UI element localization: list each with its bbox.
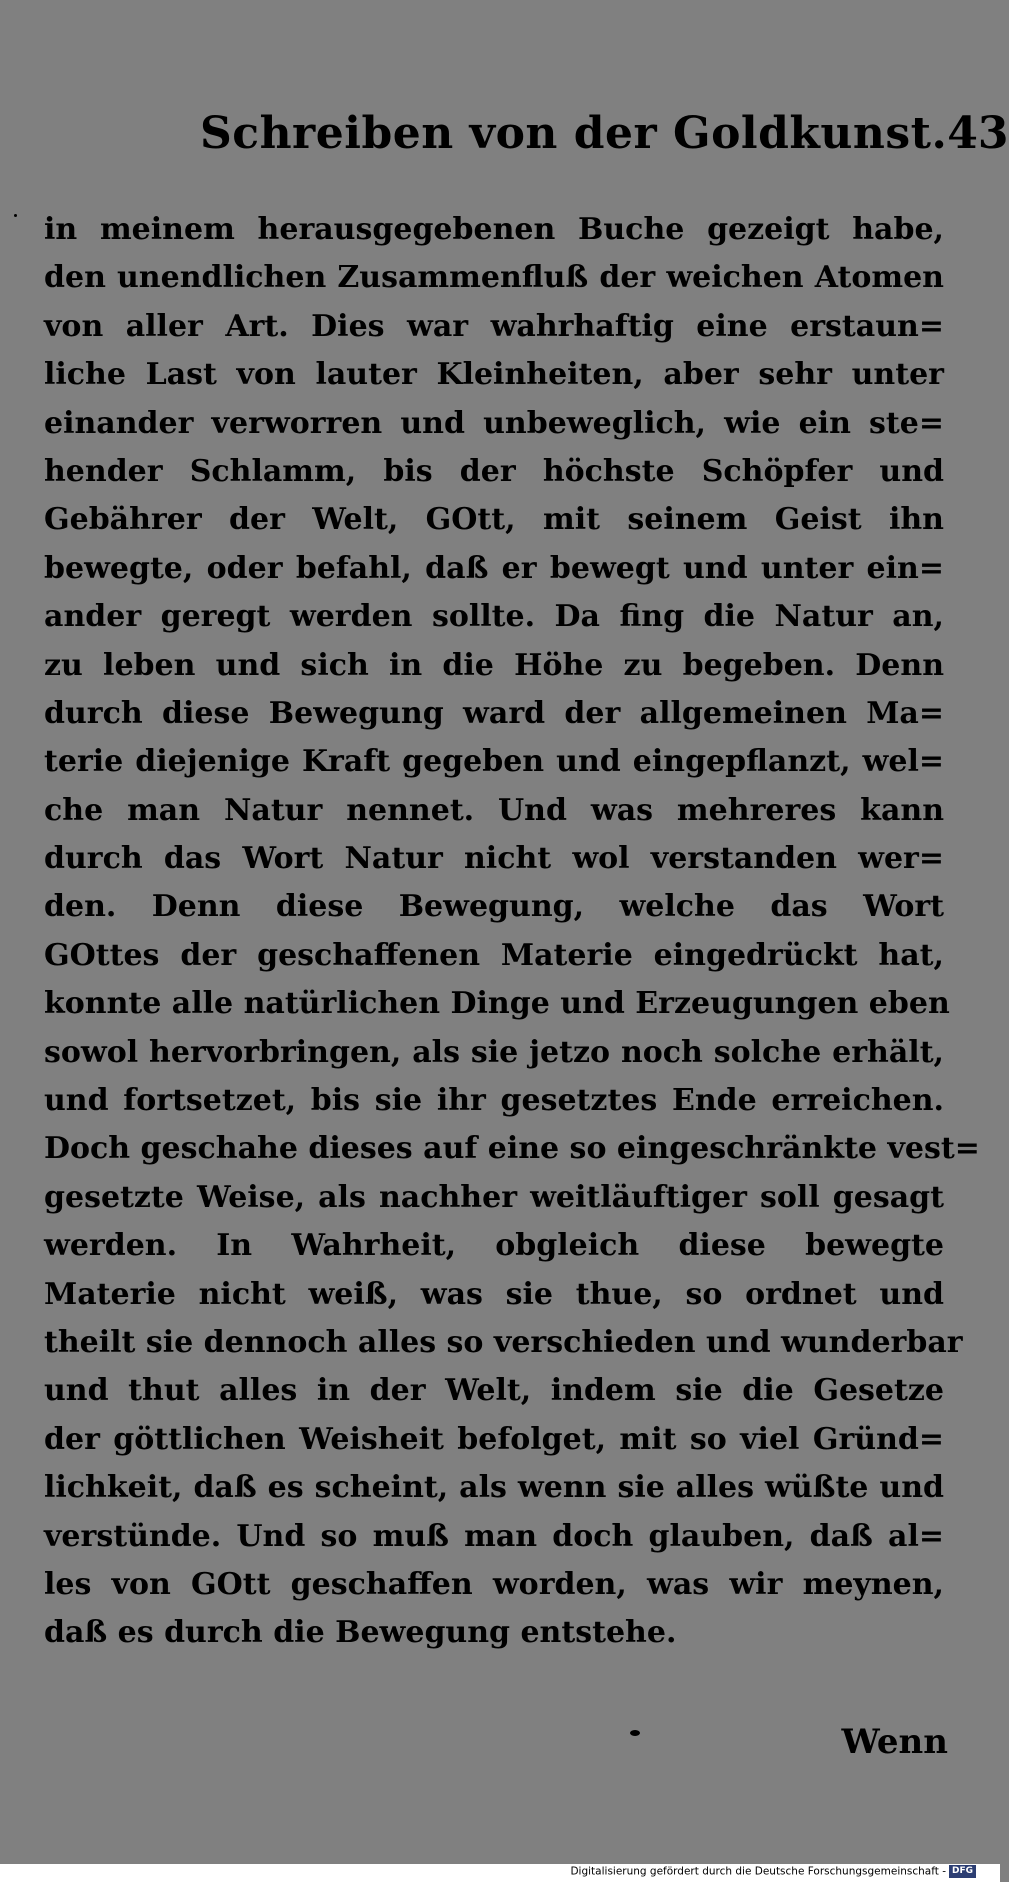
- text-line: von aller Art. Dies war wahrhaftig eine erstaun=: [44, 308, 944, 344]
- text-line: zu leben und sich in die Höhe zu begeben. Denn: [44, 647, 944, 683]
- text-line: theilt sie dennoch alles so verschieden und wunderbar: [44, 1324, 963, 1360]
- text-line: sowol hervorbringen, als sie jetzo noch solche erhält,: [44, 1034, 944, 1070]
- text-line: che man Natur nennet. Und was mehreres kann: [44, 792, 944, 828]
- text-line: gesetzte Weise, als nachher weitläuftiger soll gesagt: [44, 1179, 944, 1215]
- text-line: liche Last von lauter Kleinheiten, aber sehr unter: [44, 357, 944, 393]
- footer-credit-text: Digitalisierung gefördert durch die Deutsche Forschungsgemeinschaft -: [570, 1865, 946, 1878]
- text-line: ander geregt werden sollte. Da fing die Natur an,: [44, 599, 944, 635]
- catchword: Wenn: [841, 1722, 948, 1762]
- footer-credit: [570, 1865, 976, 1878]
- page-number: 43: [947, 108, 1009, 159]
- text-line: terie diejenige Kraft gegeben und eingepflanzt, wel=: [44, 744, 944, 780]
- ink-speck: [630, 1730, 640, 1736]
- text-line: hender Schlamm, bis der höchste Schöpfer und: [44, 453, 944, 489]
- running-head: [200, 108, 1009, 172]
- text-line: lichkeit, daß es scheint, als wenn sie alles wüßte und: [44, 1470, 944, 1506]
- digitization-footer: [0, 1864, 1000, 1882]
- text-line: den. Denn diese Bewegung, welche das Wort: [44, 889, 944, 925]
- text-line: und fortsetzet, bis sie ihr gesetztes Ende erreichen.: [44, 1083, 944, 1119]
- text-line: und thut alles in der Welt, indem sie die Gesetze: [44, 1373, 944, 1409]
- text-line: daß es durch die Bewegung entstehe.: [44, 1615, 677, 1651]
- text-line: GOttes der geschaffenen Materie eingedrückt hat,: [44, 937, 944, 973]
- text-line: verstünde. Und so muß man doch glauben, daß al=: [44, 1518, 944, 1554]
- text-line: Doch geschahe dieses auf eine so eingeschränkte vest=: [44, 1131, 980, 1167]
- text-line: Materie nicht weiß, was sie thue, so ordnet und: [44, 1276, 944, 1312]
- text-line: einander verworren und unbeweglich, wie ein ste=: [44, 405, 944, 441]
- text-line: bewegte, oder befahl, daß er bewegt und unter ein=: [44, 550, 944, 586]
- text-line: durch diese Bewegung ward der allgemeinen Ma=: [44, 695, 944, 731]
- text-line: werden. In Wahrheit, obgleich diese bewegte: [44, 1228, 944, 1264]
- running-head-title: Schreiben von der Goldkunst.: [200, 108, 948, 159]
- text-line: konnte alle natürlichen Dinge und Erzeugungen eben: [44, 986, 950, 1022]
- text-line: Gebährer der Welt, GOtt, mit seinem Geist ihn: [44, 502, 944, 538]
- text-line: der göttlichen Weisheit befolget, mit so viel Gründ=: [44, 1421, 944, 1457]
- ink-speck: [14, 214, 17, 217]
- text-line: in meinem herausgegebenen Buche gezeigt habe,: [44, 212, 944, 247]
- body-text: [44, 206, 980, 1658]
- text-line: den unendlichen Zusammenfluß der weichen Atomen: [44, 260, 944, 296]
- text-line: les von GOtt geschaffen worden, was wir meynen,: [44, 1566, 944, 1602]
- dfg-logo: DFG: [949, 1865, 976, 1878]
- text-line: durch das Wort Natur nicht wol verstanden wer=: [44, 841, 944, 877]
